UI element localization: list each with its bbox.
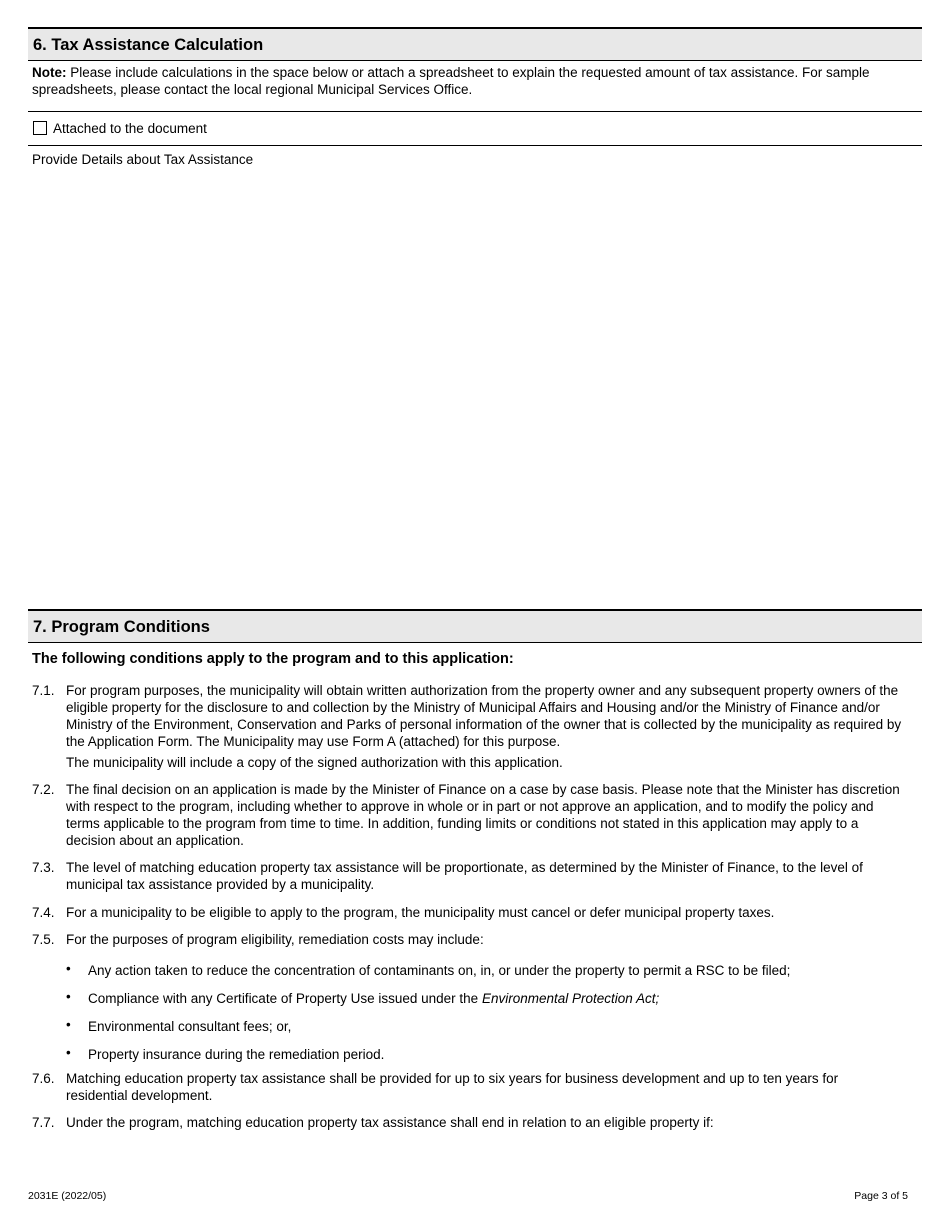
condition-item — [32, 931, 902, 948]
bullet-glyph: • — [66, 961, 71, 976]
item-text: The final decision on an application is made by the Minister of Finance on a case by case basis. Please note that the Minister has discretion with respect to the program, including whether to approve in whole or in part or not approve an application, and to modify the policy and terms applicable to the program from time to time. In addition, funding limits or conditions not stated in this application may apply to a decision about an application. — [66, 782, 900, 848]
section-6-title: 6. Tax Assistance Calculation — [33, 36, 264, 54]
note-paragraph — [32, 64, 912, 98]
condition-item — [32, 781, 902, 849]
condition-item — [32, 682, 902, 771]
item-number: 7.7. — [32, 1115, 55, 1130]
section-7-subheading: The following conditions apply to the program and to this application: — [32, 651, 514, 667]
divider — [28, 111, 922, 112]
bullet-text: Compliance with any Certificate of Property Use issued under the — [88, 991, 482, 1006]
item-text: For a municipality to be eligible to apply to the program, the municipality must cancel or defer municipal property taxes. — [66, 905, 775, 920]
item-number: 7.5. — [32, 932, 55, 947]
item-number: 7.1. — [32, 683, 55, 698]
item-number: 7.2. — [32, 782, 55, 797]
bullet-item — [88, 990, 908, 1007]
item-number: 7.4. — [32, 905, 55, 920]
condition-item — [32, 904, 902, 921]
item-text: For the purposes of program eligibility, remediation costs may include: — [66, 932, 484, 947]
bullet-glyph: • — [66, 989, 71, 1004]
section-6-header — [28, 27, 922, 61]
condition-item — [32, 1114, 902, 1131]
bullet-item: Environmental consultant fees; or, — [88, 1019, 292, 1034]
note-label: Note: — [32, 65, 67, 80]
bullet-glyph: • — [66, 1045, 71, 1060]
bullet-item: Any action taken to reduce the concentration of contaminants on, in, or under the property to permit a RSC to be filed; — [88, 963, 791, 978]
item-number: 7.6. — [32, 1071, 55, 1086]
item-text: Matching education property tax assistance shall be provided for up to six years for business development and up to ten years for residential development. — [66, 1071, 839, 1103]
item-number: 7.3. — [32, 860, 55, 875]
bullet-item: Property insurance during the remediation period. — [88, 1047, 385, 1062]
item-text: Under the program, matching education property tax assistance shall end in relation to an eligible property if: — [66, 1115, 714, 1130]
item-text: The level of matching education property tax assistance will be proportionate, as determined by the Minister of Finance, to the level of municipal tax assistance provided by a municipality. — [66, 860, 863, 892]
divider — [28, 145, 922, 146]
section-7-title: 7. Program Conditions — [33, 618, 210, 636]
bullet-italic-text: Environmental Protection Act; — [481, 991, 660, 1006]
form-id: 2031E (2022/05) — [28, 1190, 107, 1202]
tax-assistance-details-field[interactable] — [32, 170, 918, 600]
details-label: Provide Details about Tax Assistance — [32, 152, 254, 167]
item-extra-text: The municipality will include a copy of the signed authorization with this application. — [66, 755, 563, 770]
item-text: For program purposes, the municipality will obtain written authorization from the property owner and any subsequent property owners of the eligible property for the disclosure to and collection by the Ministry of Municipal Affairs and Housing and/or the Ministry of Finance and/or Ministry of the Environment, Conservation and Parks of personal information of the owner that is collected by the municipality as required by the Application Form. The Municipality may use Form A (attached) for this purpose. — [66, 683, 902, 749]
bullet-glyph: • — [66, 1017, 71, 1032]
attached-label: Attached to the document — [53, 121, 207, 136]
page-number: Page 3 of 5 — [854, 1190, 908, 1202]
section-7-header — [28, 609, 922, 643]
note-text: Please include calculations in the space below or attach a spreadsheet to explain the requested amount of tax assistance. For sample spreadsheets, please contact the local regional Municipal Services Office. — [32, 65, 870, 97]
condition-item — [32, 859, 902, 893]
attached-checkbox[interactable] — [33, 121, 47, 135]
condition-item — [32, 1070, 902, 1104]
